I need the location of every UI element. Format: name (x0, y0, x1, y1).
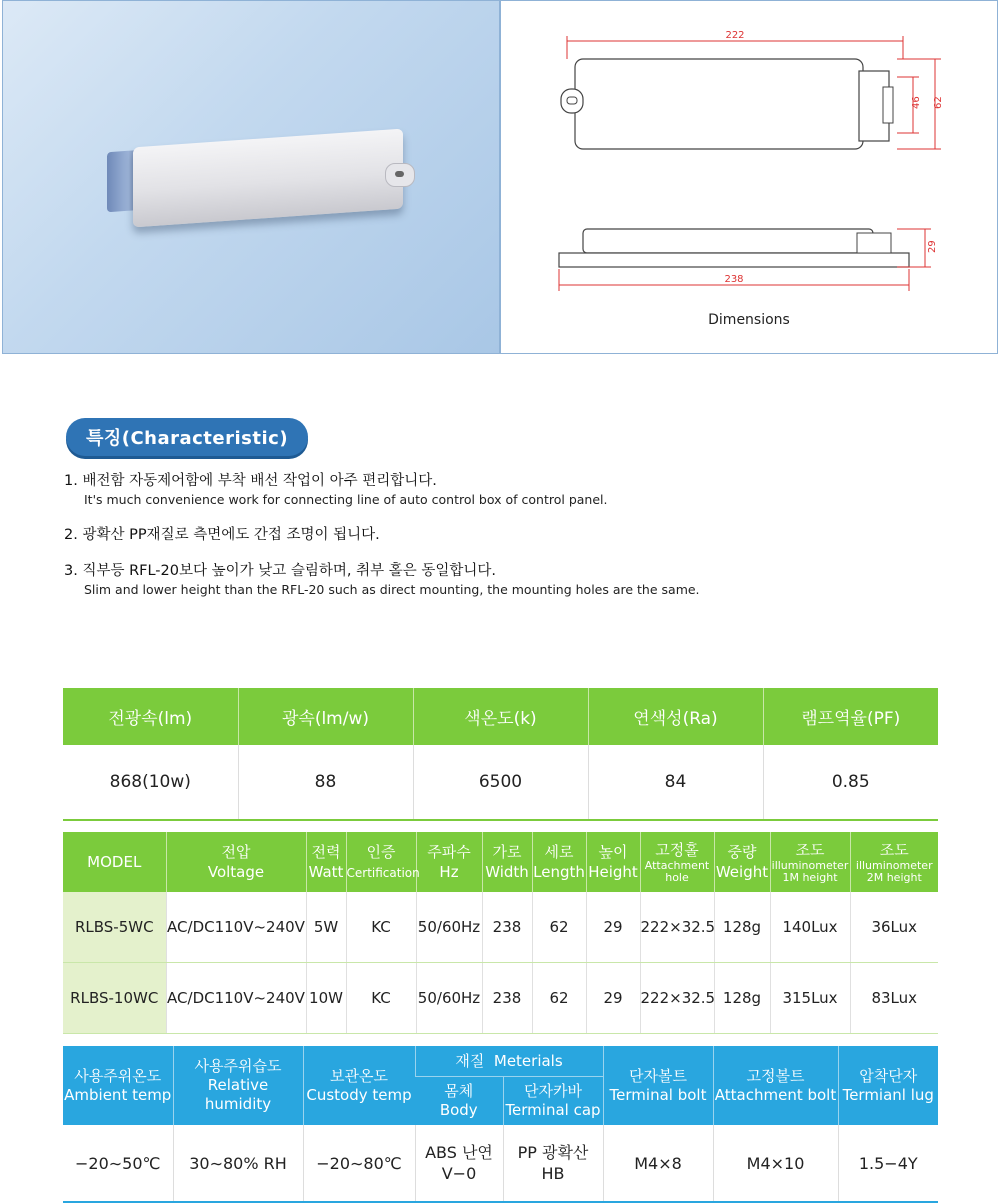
cell-watt: 5W (306, 892, 346, 963)
header-terminal-bolt: 단자볼트 Terminal bolt (603, 1046, 713, 1125)
table-row (63, 1125, 938, 1202)
header-illuminance-2m: 조도 illuminometer 2M height (850, 832, 938, 892)
dim-height-side: 29 (927, 240, 938, 253)
cell-terminal-cap: PP 광확산 HB (503, 1125, 603, 1202)
cell-custody-temp: −20∼80℃ (303, 1125, 415, 1202)
feature-item (64, 561, 700, 599)
device-mounting-tab (385, 163, 415, 187)
header-relative-humidity: 사용주위습도 Relative humidity (173, 1046, 303, 1125)
cell-length: 62 (532, 963, 586, 1034)
dimension-drawing (501, 1, 997, 301)
optical-spec-table (63, 688, 938, 821)
header-efficacy: 광속(lm/w) (238, 688, 413, 745)
header-attachment-hole: 고정홀 Attachment hole (640, 832, 714, 892)
header-ambient-temp: 사용주위온도 Ambient temp (64, 1066, 172, 1104)
cell-width: 238 (482, 963, 532, 1034)
cell-voltage: AC/DC110V~240V (166, 892, 306, 963)
cell-model: RLBS-10WC (63, 963, 166, 1034)
header-cri: 연색성(Ra) (588, 688, 763, 745)
cell-ambient-temp: −20∼50℃ (63, 1125, 173, 1202)
header-illuminance-1m: 조도 illuminometer 1M height (770, 832, 850, 892)
cell-terminal-lug: 1.5−4Y (838, 1125, 938, 1202)
header-color-temp: 색온도(k) (413, 688, 588, 745)
header-model: MODEL (87, 853, 142, 871)
header-luminous-flux: 전광속(lm) (108, 709, 193, 729)
dim-height-inner: 46 (911, 96, 922, 109)
cell-illuminance-1m: 315Lux (770, 963, 850, 1034)
table-row (63, 892, 938, 963)
product-photo-panel (2, 0, 500, 354)
cell-weight: 128g (714, 892, 770, 963)
dimensions-panel (500, 0, 998, 354)
table-row (63, 963, 938, 1034)
header-certification: 인증 Certification (346, 832, 416, 892)
cell-frequency: 50/60Hz (416, 892, 482, 963)
table-header-row (63, 832, 938, 892)
cell-height: 29 (586, 892, 640, 963)
header-body: 몸체 Body (415, 1077, 503, 1126)
cell-watt: 10W (306, 963, 346, 1034)
device-body (133, 129, 403, 228)
cell-cri: 84 (588, 745, 763, 820)
cell-voltage: AC/DC110V~240V (166, 963, 306, 1034)
feature-kr: 3. 직부등 RFL-20보다 높이가 낮고 슬림하며, 취부 홀은 동일합니다. (64, 563, 497, 579)
header-material: 재질 Meterials (415, 1046, 603, 1077)
table-row (63, 745, 938, 820)
dim-length-side: 238 (724, 274, 744, 285)
feature-kr: 2. 광확산 PP재질로 측면에도 간접 조명이 됩니다. (64, 527, 380, 543)
header-weight: 중량 Weight (714, 832, 770, 892)
header-height: 높이 Height (586, 832, 640, 892)
cell-length: 62 (532, 892, 586, 963)
cell-attachment-hole: 222×32.5 (640, 892, 714, 963)
table-header-row (63, 688, 938, 745)
cell-certification: KC (346, 892, 416, 963)
cell-efficacy: 88 (238, 745, 413, 820)
header-custody-temp: 보관온도 Custody temp (303, 1046, 415, 1125)
cell-relative-humidity: 30∼80% RH (173, 1125, 303, 1202)
dim-width-top: 222 (725, 30, 745, 41)
header-length: 세로 Length (532, 832, 586, 892)
feature-item (64, 471, 607, 509)
dim-height-outer: 62 (933, 96, 944, 109)
header-width: 가로 Width (482, 832, 532, 892)
header-frequency: 주파수 Hz (416, 832, 482, 892)
header-terminal-lug: 압착단자 Termianl lug (838, 1046, 938, 1125)
feature-en: Slim and lower height than the RFL-20 such as direct mounting, the mounting holes are the same. (84, 582, 700, 597)
cell-illuminance-2m: 83Lux (850, 963, 938, 1034)
cell-attachment-bolt: M4×10 (713, 1125, 838, 1202)
feature-kr: 1. 배전함 자동제어함에 부착 배선 작업이 아주 편리합니다. (64, 473, 437, 489)
cell-terminal-bolt: M4×8 (603, 1125, 713, 1202)
cell-color-temp: 6500 (413, 745, 588, 820)
cell-power-factor: 0.85 (763, 745, 938, 820)
cell-height: 29 (586, 963, 640, 1034)
header-attachment-bolt: 고정볼트 Attachment bolt (713, 1046, 838, 1125)
dimensions-caption: Dimensions (708, 312, 790, 328)
cell-certification: KC (346, 963, 416, 1034)
cell-attachment-hole: 222×32.5 (640, 963, 714, 1034)
header-power-factor: 램프역율(PF) (763, 688, 938, 745)
header-voltage: 전압 Voltage (166, 832, 306, 892)
table-header-row (63, 1046, 938, 1077)
feature-item (64, 525, 380, 545)
environment-spec-table (63, 1046, 938, 1203)
cell-frequency: 50/60Hz (416, 963, 482, 1034)
cell-luminous-flux: 868(10w) (63, 745, 238, 820)
cell-body: ABS 난연 V−0 (415, 1125, 503, 1202)
cell-illuminance-1m: 140Lux (770, 892, 850, 963)
model-spec-table (63, 832, 938, 1034)
cell-width: 238 (482, 892, 532, 963)
cell-model: RLBS-5WC (63, 892, 166, 963)
header-watt: 전력 Watt (306, 832, 346, 892)
characteristic-title: 특징(Characteristic) (66, 418, 308, 456)
cell-illuminance-2m: 36Lux (850, 892, 938, 963)
header-terminal-cap: 단자카바 Terminal cap (503, 1077, 603, 1126)
feature-en: It's much convenience work for connecting line of auto control box of control panel. (84, 492, 608, 507)
cell-weight: 128g (714, 963, 770, 1034)
